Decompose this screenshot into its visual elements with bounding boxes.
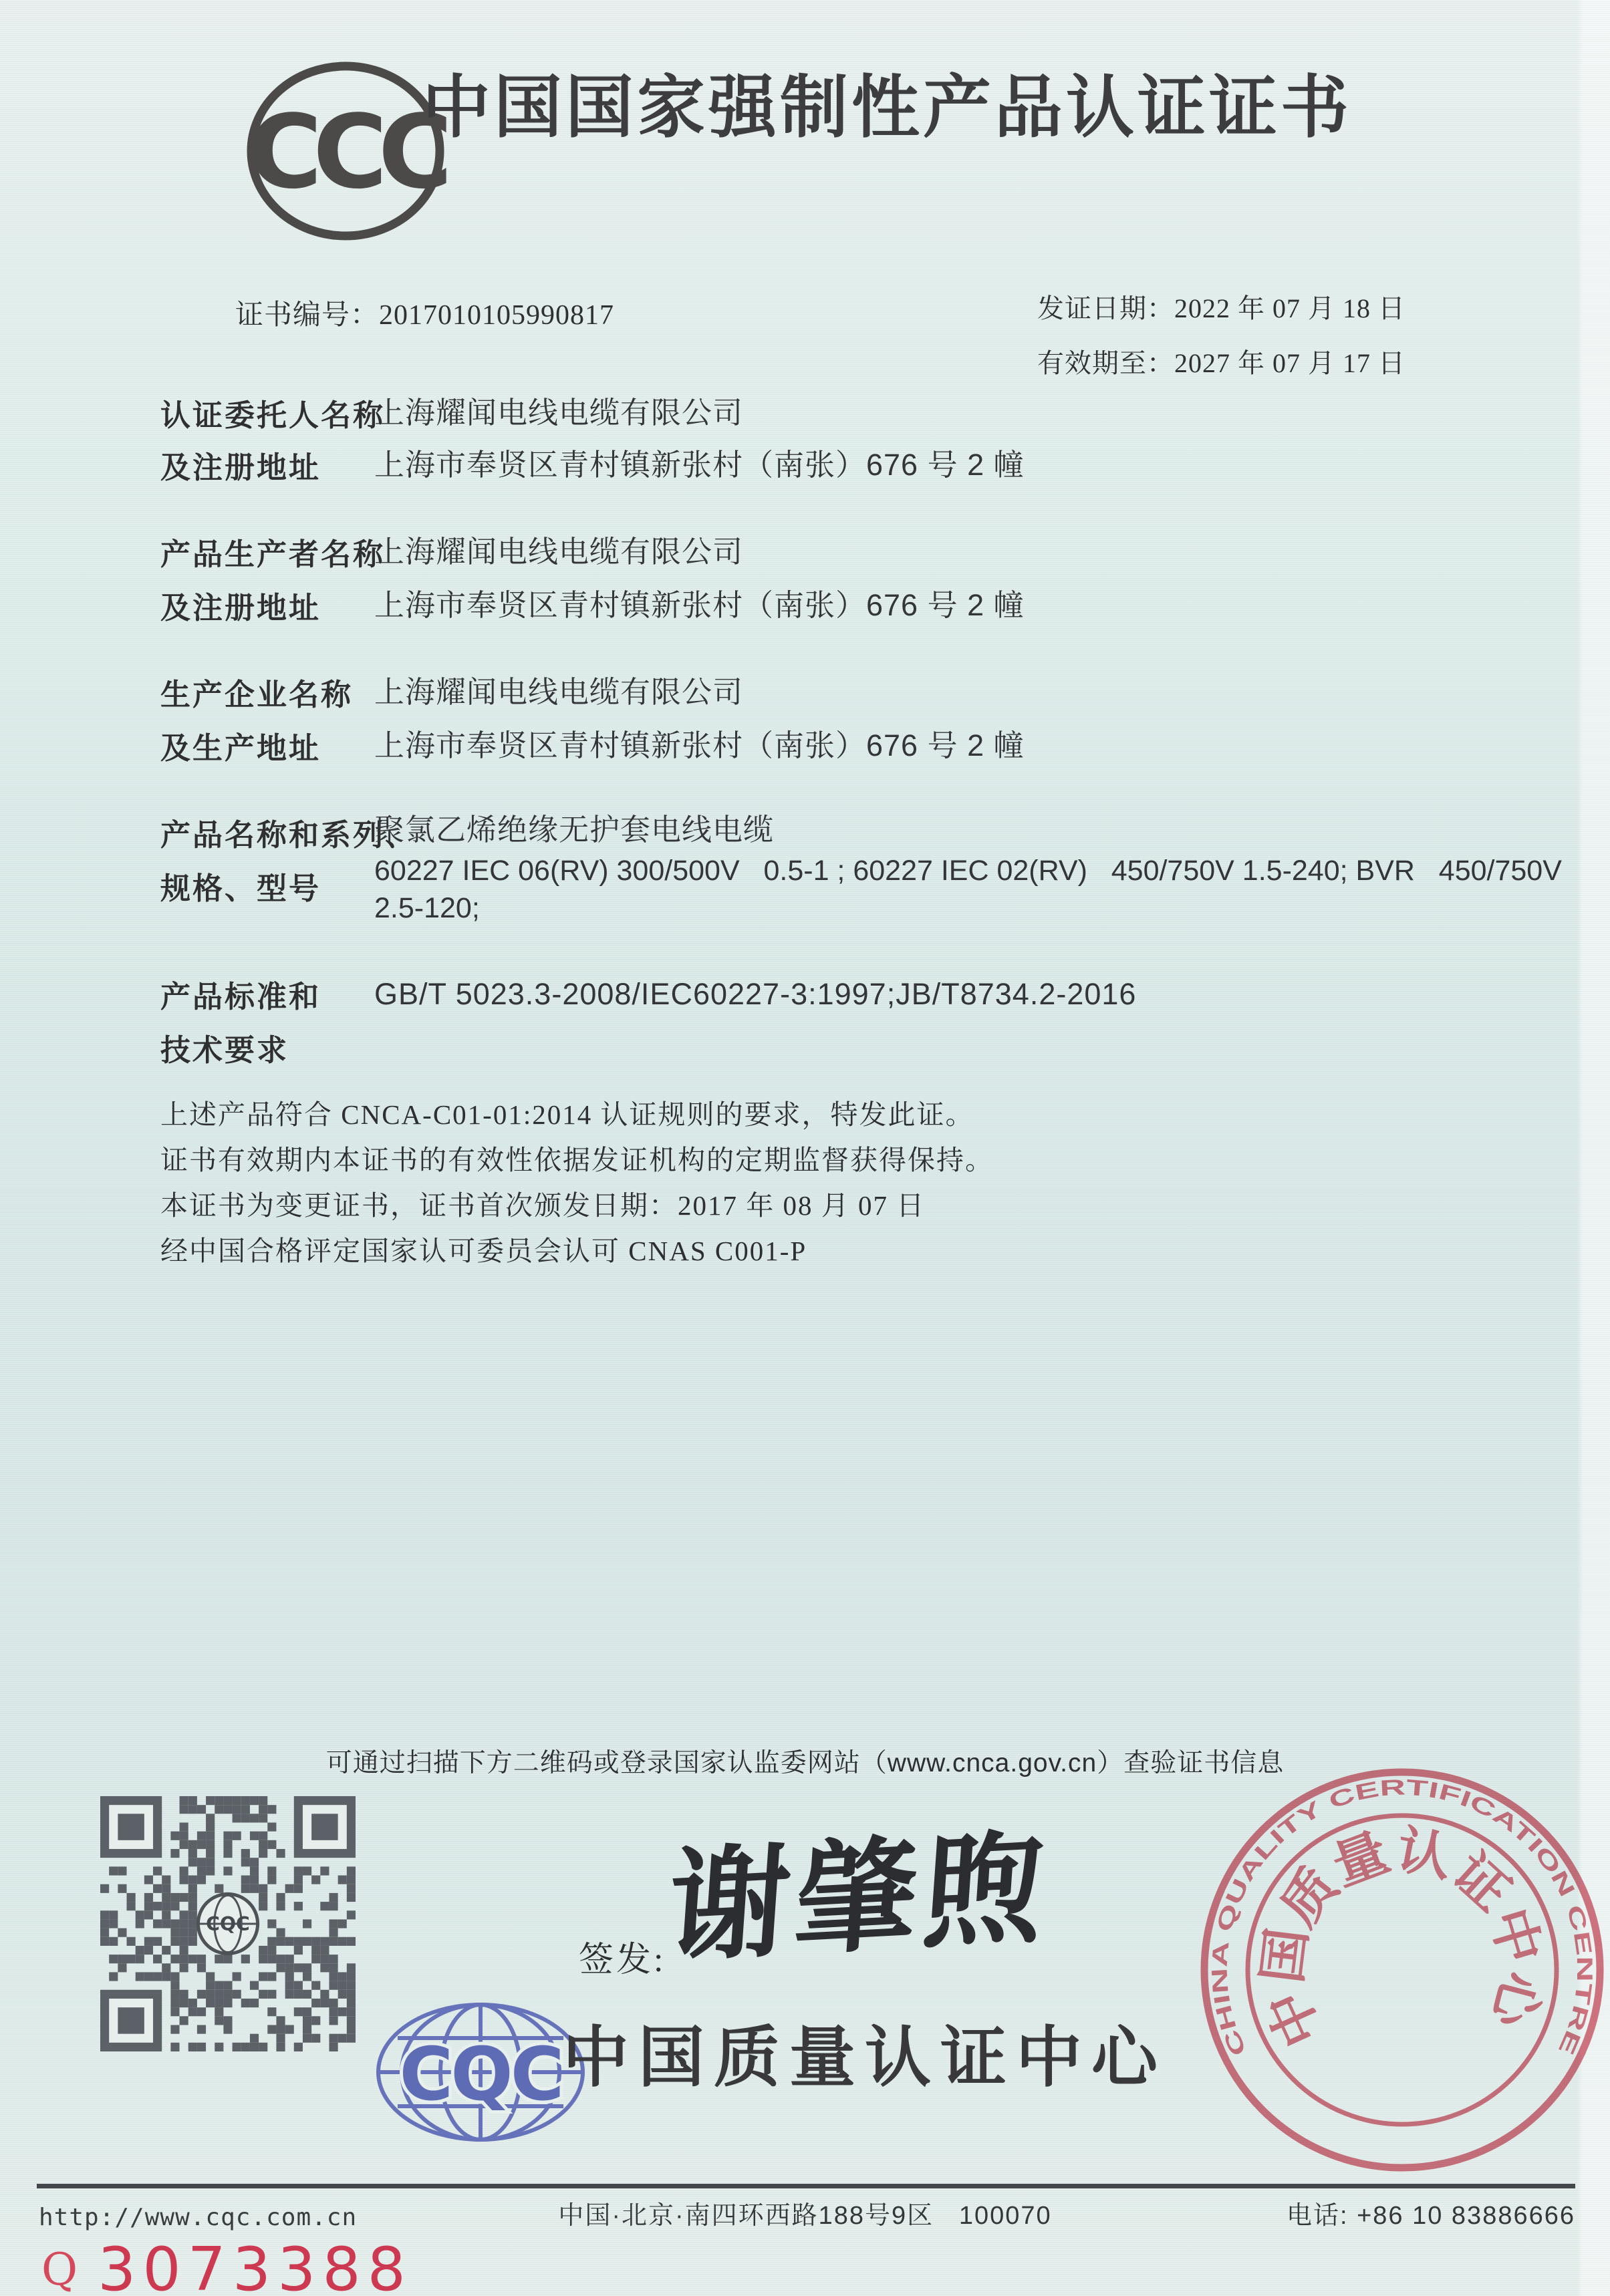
field-manufacturer-address: 上海市奉贤区青村镇新张村（南张）676 号 2 幢 xyxy=(374,728,1025,762)
verification-note: 可通过扫描下方二维码或登录国家认监委网站（www.cnca.gov.cn）查验证书信息 xyxy=(325,1749,1285,1777)
footer-rule xyxy=(37,2184,1575,2188)
paragraph-validity: 证书有效期内本证书的有效性依据发证机构的定期监督获得保持。 xyxy=(160,1145,994,1175)
certification-stamp xyxy=(1188,1756,1610,2184)
footer-address: 中国·北京·南四环西路188号9区 100070 xyxy=(558,2202,1052,2230)
serial-prefix: Q xyxy=(41,2244,78,2295)
cqc-letters: CQC xyxy=(399,2031,562,2117)
expiry-date-line: 有效期至：2027 年 07 月 17 日 xyxy=(1037,348,1405,378)
footer-website: http://www.cqc.com.cn xyxy=(39,2204,358,2231)
paragraph-first-issue: 本证书为变更证书，证书首次颁发日期：2017 年 08 月 07 日 xyxy=(160,1190,926,1221)
field-product-label-1: 产品名称和系列、 xyxy=(160,818,418,852)
field-product-label-2: 规格、型号 xyxy=(160,871,321,905)
field-standard-label-1: 产品标准和 xyxy=(160,980,321,1014)
qr-code xyxy=(100,1796,356,2051)
ccc-letters: CCC xyxy=(247,93,444,211)
cqc-globe-icon xyxy=(369,1999,592,2145)
field-applicant-label-1: 认证委托人名称 xyxy=(160,398,386,432)
issuer-name: 中国质量认证中心 xyxy=(563,2020,1167,2094)
field-product-name: 聚氯乙烯绝缘无护套电线电缆 xyxy=(374,813,775,847)
svg-text:CQC: CQC xyxy=(206,1913,250,1936)
field-producer-label-1: 产品生产者名称 xyxy=(160,537,386,571)
field-product-models-2: 2.5-120; xyxy=(374,892,480,924)
field-producer-address: 上海市奉贤区青村镇新张村（南张）676 号 2 幢 xyxy=(374,588,1025,622)
cert-number-value: 2017010105990817 xyxy=(379,300,615,331)
stamp-inner-text: 中国质量认证中心 xyxy=(1252,1820,1552,2056)
field-product-models-1: 60227 IEC 06(RV) 300/500V 0.5-1 ; 60227 IEC 02(RV) 450/750V 1.5-240; BVR 450/750V xyxy=(374,855,1562,887)
field-standard-label-2: 技术要求 xyxy=(160,1033,289,1067)
sign-label: 签发: xyxy=(579,1941,666,1979)
issue-date-line: 发证日期：2022 年 07 月 18 日 xyxy=(1037,293,1405,323)
field-applicant-name: 上海耀闻电线电缆有限公司 xyxy=(374,396,744,430)
footer-phone: 电话: +86 10 83886666 xyxy=(1286,2202,1575,2230)
stamp-outer-text: CHINA QUALITY CERTIFICATION CENTRE xyxy=(1206,1774,1598,2060)
serial-number xyxy=(41,2237,412,2296)
paragraph-compliance: 上述产品符合 CNCA-C01-01:2014 认证规则的要求，特发此证。 xyxy=(160,1099,974,1130)
field-producer-name: 上海耀闻电线电缆有限公司 xyxy=(374,535,744,569)
page-title: 中国国家强制性产品认证证书 xyxy=(422,69,1352,146)
field-manufacturer-name: 上海耀闻电线电缆有限公司 xyxy=(374,675,744,709)
field-manufacturer-label-1: 生产企业名称 xyxy=(160,678,354,712)
cert-number-line xyxy=(235,301,614,331)
field-manufacturer-label-2: 及生产地址 xyxy=(160,731,321,765)
field-applicant-address: 上海市奉贤区青村镇新张村（南张）676 号 2 幢 xyxy=(374,448,1025,482)
signer-signature: 谢肇煦 xyxy=(664,1822,1054,1977)
field-applicant-label-2: 及注册地址 xyxy=(160,450,321,484)
serial-digits: 3073388 xyxy=(98,2235,412,2296)
ccc-logo-icon xyxy=(245,59,446,243)
field-producer-label-2: 及注册地址 xyxy=(160,591,321,625)
field-standard-value: GB/T 5023.3-2008/IEC60227-3:1997;JB/T8734.2-2016 xyxy=(374,977,1137,1011)
paragraph-cnas: 经中国合格评定国家认可委员会认可 CNAS C001-P xyxy=(160,1236,807,1266)
cert-number-label: 证书编号： xyxy=(235,300,380,331)
